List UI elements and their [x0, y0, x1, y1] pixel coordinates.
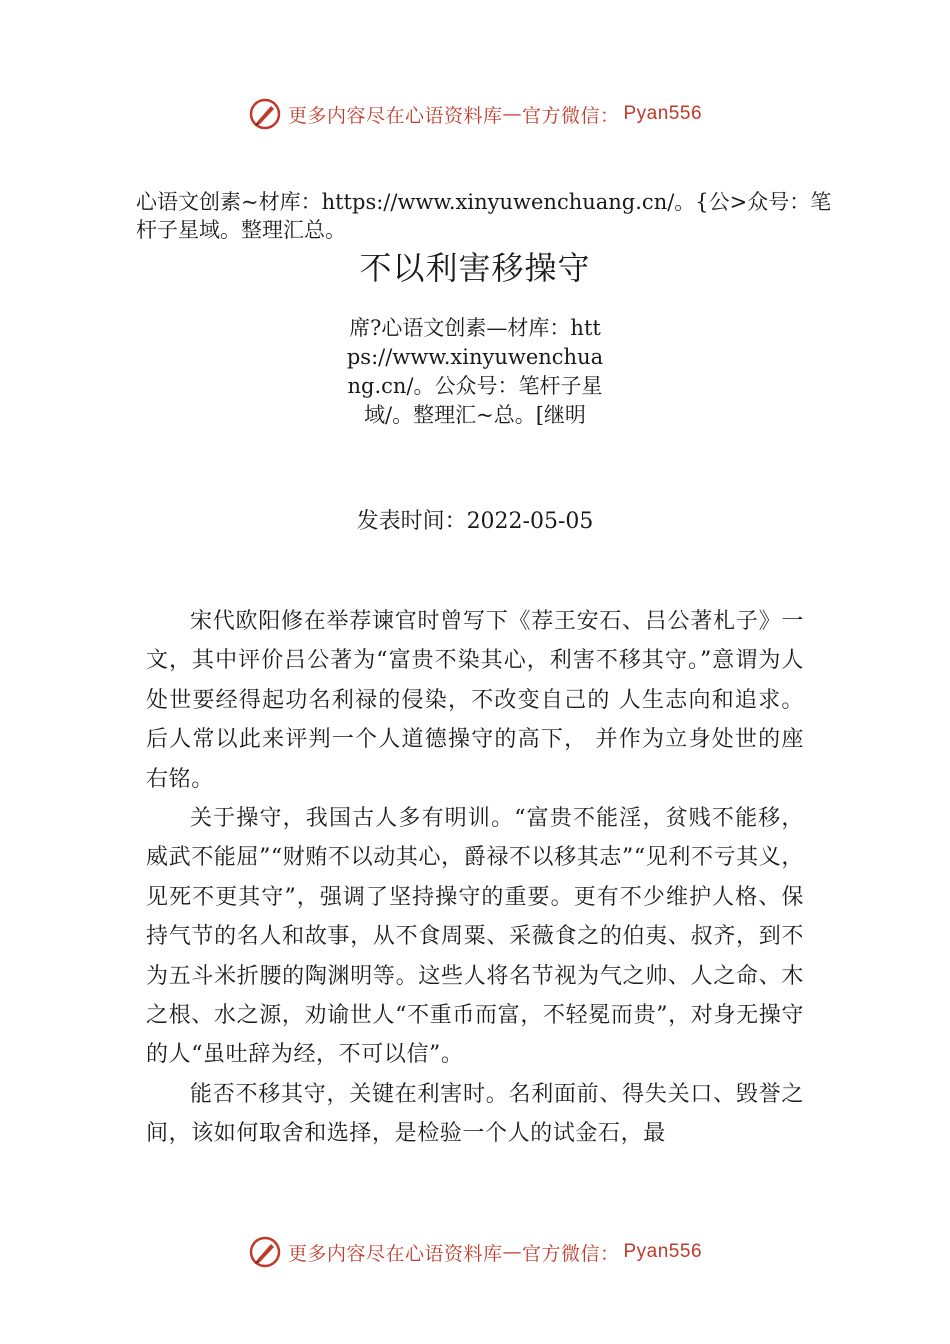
banner-wechat-id: Pyan556 — [623, 103, 703, 124]
paragraph: 关于操守，我国古人多有明训。“富贵不能淫，贫贱不能移，威武不能屈”“财贿不以动其心，爵禄不以移其志”“见利不亏其义，见死不更其守”，强调了坚持操守的重要。更有不少维护人格、保持气节的名人和故事，从不食周粟、采薇食之的伯夷、叔齐，到不为五斗米折腰的陶渊明等。这些人将名节视为气之帅、人之命、木之根、水之源，劝谕世人“不重币而富，不轻冕而贵”，对身无操守的人“虽吐辞为经，不可以信”。 — [146, 806, 804, 1068]
article-body — [146, 602, 804, 1154]
article-title: 不以利害移操守 — [359, 249, 591, 287]
source-note: 心语文创素~材库：https://www.xinyuwenchuang.cn/。{公>众号：笔杆子星域。整理汇总。 — [136, 190, 832, 242]
banner-text: 更多内容尽在心语资料库 — [287, 1242, 503, 1265]
banner-wechat-label: 官方微信： — [521, 104, 620, 127]
paragraph: 能否不移其守，关键在利害时。名利面前、得失关口、毁誉之间，该如何取舍和选择，是检验一个人的试金石，最 — [146, 1081, 804, 1147]
banner-text: 更多内容尽在心语资料库 — [287, 104, 503, 127]
footer-banner — [0, 1232, 950, 1272]
publish-time: 发表时间：2022-05-05 — [356, 509, 594, 534]
pen-logo-icon — [248, 97, 282, 131]
paragraph: 宋代欧阳修在举荐谏官时曾写下《荐王安石、吕公著札子》一文，其中评价吕公著为“富贵不染其心，利害不移其守。”意谓为人处世要经得起功名利禄的侵染，不改变自己的 人生志向和追求。后人常以此来评判一个人道德操守的高下， 并作为立身处世的座右铭。 — [146, 609, 804, 792]
banner-dash: — — [502, 1241, 522, 1263]
pen-logo-icon — [248, 1235, 282, 1269]
header-banner — [0, 94, 950, 134]
banner-wechat-label: 官方微信： — [521, 1242, 620, 1265]
banner-wechat-id: Pyan556 — [623, 1241, 703, 1262]
article-author: 席?心语文创素—材库：https://www.xinyuwenchuang.cn/。公众号：笔杆子星域/。整理汇~总。[继明 — [346, 316, 604, 427]
banner-dash: — — [502, 103, 522, 125]
